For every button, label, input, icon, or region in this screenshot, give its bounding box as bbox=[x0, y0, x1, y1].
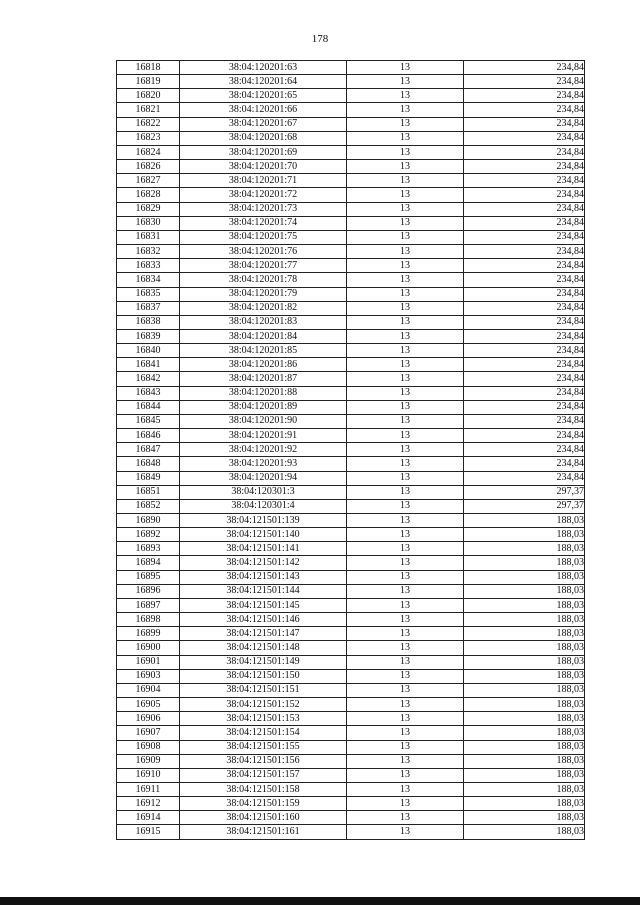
code-cell: 13 bbox=[347, 372, 464, 386]
table-row bbox=[117, 811, 585, 825]
value-cell: 234,84 bbox=[464, 89, 585, 103]
record-number-cell: 16851 bbox=[117, 485, 180, 499]
code-cell: 13 bbox=[347, 315, 464, 329]
record-number-cell: 16840 bbox=[117, 344, 180, 358]
code-cell: 13 bbox=[347, 754, 464, 768]
code-cell: 13 bbox=[347, 329, 464, 343]
value-cell: 234,84 bbox=[464, 188, 585, 202]
table-row bbox=[117, 782, 585, 796]
cadastral-number-cell: 38:04:120201:63 bbox=[180, 61, 347, 75]
code-cell: 13 bbox=[347, 443, 464, 457]
table-row bbox=[117, 598, 585, 612]
record-number-cell: 16818 bbox=[117, 61, 180, 75]
code-cell: 13 bbox=[347, 259, 464, 273]
record-number-cell: 16839 bbox=[117, 329, 180, 343]
code-cell: 13 bbox=[347, 160, 464, 174]
value-cell: 234,84 bbox=[464, 259, 585, 273]
cadastral-number-cell: 38:04:120201:91 bbox=[180, 429, 347, 443]
code-cell: 13 bbox=[347, 825, 464, 839]
record-number-cell: 16830 bbox=[117, 216, 180, 230]
table-row bbox=[117, 627, 585, 641]
record-number-cell: 16901 bbox=[117, 655, 180, 669]
scan-bottom-edge bbox=[0, 897, 640, 905]
cadastral-number-cell: 38:04:120201:68 bbox=[180, 131, 347, 145]
value-cell: 188,03 bbox=[464, 556, 585, 570]
cadastral-number-cell: 38:04:121501:145 bbox=[180, 598, 347, 612]
code-cell: 13 bbox=[347, 103, 464, 117]
value-cell: 234,84 bbox=[464, 344, 585, 358]
code-cell: 13 bbox=[347, 499, 464, 513]
value-cell: 188,03 bbox=[464, 825, 585, 839]
table-row bbox=[117, 514, 585, 528]
table-row bbox=[117, 329, 585, 343]
table-row bbox=[117, 429, 585, 443]
value-cell: 234,84 bbox=[464, 160, 585, 174]
record-number-cell: 16895 bbox=[117, 570, 180, 584]
table-row bbox=[117, 216, 585, 230]
cadastral-number-cell: 38:04:121501:151 bbox=[180, 683, 347, 697]
cadastral-number-cell: 38:04:120201:74 bbox=[180, 216, 347, 230]
table-row bbox=[117, 457, 585, 471]
record-number-cell: 16819 bbox=[117, 75, 180, 89]
table-row bbox=[117, 528, 585, 542]
value-cell: 297,37 bbox=[464, 485, 585, 499]
cadastral-number-cell: 38:04:120201:73 bbox=[180, 202, 347, 216]
value-cell: 234,84 bbox=[464, 329, 585, 343]
record-number-cell: 16847 bbox=[117, 443, 180, 457]
record-number-cell: 16849 bbox=[117, 471, 180, 485]
record-number-cell: 16843 bbox=[117, 386, 180, 400]
table-row bbox=[117, 400, 585, 414]
record-number-cell: 16897 bbox=[117, 598, 180, 612]
record-number-cell: 16910 bbox=[117, 768, 180, 782]
code-cell: 13 bbox=[347, 287, 464, 301]
table-row bbox=[117, 712, 585, 726]
cadastral-number-cell: 38:04:120201:89 bbox=[180, 400, 347, 414]
value-cell: 188,03 bbox=[464, 669, 585, 683]
code-cell: 13 bbox=[347, 514, 464, 528]
cadastral-number-cell: 38:04:120201:84 bbox=[180, 329, 347, 343]
record-number-cell: 16908 bbox=[117, 740, 180, 754]
table-row bbox=[117, 754, 585, 768]
code-cell: 13 bbox=[347, 75, 464, 89]
cadastral-number-cell: 38:04:121501:149 bbox=[180, 655, 347, 669]
cadastral-number-cell: 38:04:120201:87 bbox=[180, 372, 347, 386]
value-cell: 234,84 bbox=[464, 131, 585, 145]
record-number-cell: 16890 bbox=[117, 514, 180, 528]
record-number-cell: 16842 bbox=[117, 372, 180, 386]
record-number-cell: 16900 bbox=[117, 641, 180, 655]
cadastral-number-cell: 38:04:120201:78 bbox=[180, 273, 347, 287]
code-cell: 13 bbox=[347, 301, 464, 315]
cadastral-number-cell: 38:04:120201:70 bbox=[180, 160, 347, 174]
code-cell: 13 bbox=[347, 627, 464, 641]
code-cell: 13 bbox=[347, 145, 464, 159]
table-row bbox=[117, 358, 585, 372]
record-number-cell: 16907 bbox=[117, 726, 180, 740]
value-cell: 188,03 bbox=[464, 797, 585, 811]
value-cell: 234,84 bbox=[464, 372, 585, 386]
table-row bbox=[117, 386, 585, 400]
record-number-cell: 16834 bbox=[117, 273, 180, 287]
value-cell: 188,03 bbox=[464, 683, 585, 697]
value-cell: 188,03 bbox=[464, 811, 585, 825]
value-cell: 234,84 bbox=[464, 287, 585, 301]
record-number-cell: 16898 bbox=[117, 613, 180, 627]
cadastral-number-cell: 38:04:120201:85 bbox=[180, 344, 347, 358]
cadastral-number-cell: 38:04:121501:160 bbox=[180, 811, 347, 825]
value-cell: 234,84 bbox=[464, 145, 585, 159]
value-cell: 234,84 bbox=[464, 202, 585, 216]
code-cell: 13 bbox=[347, 683, 464, 697]
code-cell: 13 bbox=[347, 216, 464, 230]
code-cell: 13 bbox=[347, 202, 464, 216]
cadastral-number-cell: 38:04:120301:3 bbox=[180, 485, 347, 499]
table-row bbox=[117, 188, 585, 202]
table-row bbox=[117, 131, 585, 145]
code-cell: 13 bbox=[347, 400, 464, 414]
cadastral-number-cell: 38:04:121501:143 bbox=[180, 570, 347, 584]
table-row bbox=[117, 641, 585, 655]
record-number-cell: 16914 bbox=[117, 811, 180, 825]
code-cell: 13 bbox=[347, 414, 464, 428]
record-number-cell: 16896 bbox=[117, 584, 180, 598]
cadastral-number-cell: 38:04:121501:155 bbox=[180, 740, 347, 754]
code-cell: 13 bbox=[347, 273, 464, 287]
record-number-cell: 16822 bbox=[117, 117, 180, 131]
record-number-cell: 16824 bbox=[117, 145, 180, 159]
table-row bbox=[117, 259, 585, 273]
record-number-cell: 16835 bbox=[117, 287, 180, 301]
value-cell: 234,84 bbox=[464, 301, 585, 315]
code-cell: 13 bbox=[347, 174, 464, 188]
cadastral-number-cell: 38:04:120201:69 bbox=[180, 145, 347, 159]
code-cell: 13 bbox=[347, 89, 464, 103]
table-row bbox=[117, 75, 585, 89]
code-cell: 13 bbox=[347, 457, 464, 471]
code-cell: 13 bbox=[347, 641, 464, 655]
cadastral-number-cell: 38:04:120201:64 bbox=[180, 75, 347, 89]
code-cell: 13 bbox=[347, 117, 464, 131]
table-row bbox=[117, 61, 585, 75]
record-number-cell: 16904 bbox=[117, 683, 180, 697]
value-cell: 234,84 bbox=[464, 103, 585, 117]
table-row bbox=[117, 117, 585, 131]
table-row bbox=[117, 344, 585, 358]
code-cell: 13 bbox=[347, 542, 464, 556]
table-row bbox=[117, 669, 585, 683]
code-cell: 13 bbox=[347, 811, 464, 825]
code-cell: 13 bbox=[347, 344, 464, 358]
record-number-cell: 16821 bbox=[117, 103, 180, 117]
record-number-cell: 16828 bbox=[117, 188, 180, 202]
value-cell: 188,03 bbox=[464, 598, 585, 612]
table-row bbox=[117, 556, 585, 570]
cadastral-number-cell: 38:04:121501:156 bbox=[180, 754, 347, 768]
record-number-cell: 16833 bbox=[117, 259, 180, 273]
cadastral-number-cell: 38:04:121501:157 bbox=[180, 768, 347, 782]
code-cell: 13 bbox=[347, 528, 464, 542]
code-cell: 13 bbox=[347, 245, 464, 259]
table-row bbox=[117, 683, 585, 697]
table-row bbox=[117, 825, 585, 839]
value-cell: 234,84 bbox=[464, 174, 585, 188]
value-cell: 234,84 bbox=[464, 315, 585, 329]
cadastral-number-cell: 38:04:120201:82 bbox=[180, 301, 347, 315]
record-number-cell: 16911 bbox=[117, 782, 180, 796]
table-row bbox=[117, 372, 585, 386]
value-cell: 234,84 bbox=[464, 443, 585, 457]
record-number-cell: 16909 bbox=[117, 754, 180, 768]
cadastral-number-cell: 38:04:120201:71 bbox=[180, 174, 347, 188]
value-cell: 188,03 bbox=[464, 613, 585, 627]
cadastral-number-cell: 38:04:121501:141 bbox=[180, 542, 347, 556]
record-number-cell: 16892 bbox=[117, 528, 180, 542]
value-cell: 234,84 bbox=[464, 245, 585, 259]
record-number-cell: 16844 bbox=[117, 400, 180, 414]
cadastral-number-cell: 38:04:121501:148 bbox=[180, 641, 347, 655]
cadastral-number-cell: 38:04:120201:79 bbox=[180, 287, 347, 301]
table-row bbox=[117, 570, 585, 584]
cadastral-number-cell: 38:04:121501:153 bbox=[180, 712, 347, 726]
value-cell: 234,84 bbox=[464, 61, 585, 75]
record-number-cell: 16841 bbox=[117, 358, 180, 372]
value-cell: 234,84 bbox=[464, 358, 585, 372]
table-row bbox=[117, 613, 585, 627]
cadastral-number-cell: 38:04:120201:94 bbox=[180, 471, 347, 485]
value-cell: 188,03 bbox=[464, 641, 585, 655]
record-number-cell: 16903 bbox=[117, 669, 180, 683]
value-cell: 188,03 bbox=[464, 712, 585, 726]
table-row bbox=[117, 287, 585, 301]
cadastral-number-cell: 38:04:121501:158 bbox=[180, 782, 347, 796]
cadastral-number-cell: 38:04:121501:161 bbox=[180, 825, 347, 839]
record-number-cell: 16845 bbox=[117, 414, 180, 428]
record-number-cell: 16838 bbox=[117, 315, 180, 329]
value-cell: 234,84 bbox=[464, 117, 585, 131]
table-row bbox=[117, 174, 585, 188]
code-cell: 13 bbox=[347, 726, 464, 740]
code-cell: 13 bbox=[347, 230, 464, 244]
code-cell: 13 bbox=[347, 471, 464, 485]
value-cell: 234,84 bbox=[464, 414, 585, 428]
cadastral-number-cell: 38:04:120201:88 bbox=[180, 386, 347, 400]
code-cell: 13 bbox=[347, 768, 464, 782]
value-cell: 188,03 bbox=[464, 528, 585, 542]
code-cell: 13 bbox=[347, 131, 464, 145]
cadastral-number-cell: 38:04:121501:146 bbox=[180, 613, 347, 627]
value-cell: 234,84 bbox=[464, 386, 585, 400]
record-number-cell: 16820 bbox=[117, 89, 180, 103]
cadastral-number-cell: 38:04:120201:90 bbox=[180, 414, 347, 428]
code-cell: 13 bbox=[347, 584, 464, 598]
cadastral-number-cell: 38:04:120201:76 bbox=[180, 245, 347, 259]
record-number-cell: 16827 bbox=[117, 174, 180, 188]
value-cell: 188,03 bbox=[464, 514, 585, 528]
cadastral-table bbox=[116, 60, 585, 840]
value-cell: 188,03 bbox=[464, 627, 585, 641]
record-number-cell: 16906 bbox=[117, 712, 180, 726]
table-row bbox=[117, 542, 585, 556]
cadastral-number-cell: 38:04:121501:147 bbox=[180, 627, 347, 641]
value-cell: 188,03 bbox=[464, 754, 585, 768]
code-cell: 13 bbox=[347, 655, 464, 669]
table-row bbox=[117, 655, 585, 669]
table-row bbox=[117, 726, 585, 740]
record-number-cell: 16826 bbox=[117, 160, 180, 174]
code-cell: 13 bbox=[347, 598, 464, 612]
code-cell: 13 bbox=[347, 386, 464, 400]
value-cell: 234,84 bbox=[464, 230, 585, 244]
cadastral-number-cell: 38:04:121501:159 bbox=[180, 797, 347, 811]
cadastral-number-cell: 38:04:120201:92 bbox=[180, 443, 347, 457]
code-cell: 13 bbox=[347, 740, 464, 754]
record-number-cell: 16893 bbox=[117, 542, 180, 556]
table-row bbox=[117, 740, 585, 754]
cadastral-number-cell: 38:04:121501:139 bbox=[180, 514, 347, 528]
cadastral-number-cell: 38:04:120201:75 bbox=[180, 230, 347, 244]
record-number-cell: 16832 bbox=[117, 245, 180, 259]
cadastral-number-cell: 38:04:120201:65 bbox=[180, 89, 347, 103]
record-number-cell: 16894 bbox=[117, 556, 180, 570]
cadastral-number-cell: 38:04:121501:140 bbox=[180, 528, 347, 542]
cadastral-number-cell: 38:04:120201:67 bbox=[180, 117, 347, 131]
value-cell: 297,37 bbox=[464, 499, 585, 513]
value-cell: 188,03 bbox=[464, 570, 585, 584]
table-row bbox=[117, 160, 585, 174]
cadastral-number-cell: 38:04:120301:4 bbox=[180, 499, 347, 513]
cadastral-number-cell: 38:04:120201:66 bbox=[180, 103, 347, 117]
value-cell: 234,84 bbox=[464, 216, 585, 230]
table-row bbox=[117, 698, 585, 712]
table-row bbox=[117, 245, 585, 259]
table-row bbox=[117, 443, 585, 457]
table-body bbox=[117, 61, 585, 840]
table-row bbox=[117, 584, 585, 598]
code-cell: 13 bbox=[347, 698, 464, 712]
code-cell: 13 bbox=[347, 797, 464, 811]
cadastral-number-cell: 38:04:121501:144 bbox=[180, 584, 347, 598]
code-cell: 13 bbox=[347, 712, 464, 726]
record-number-cell: 16837 bbox=[117, 301, 180, 315]
value-cell: 188,03 bbox=[464, 740, 585, 754]
cadastral-number-cell: 38:04:121501:142 bbox=[180, 556, 347, 570]
value-cell: 188,03 bbox=[464, 782, 585, 796]
value-cell: 188,03 bbox=[464, 726, 585, 740]
cadastral-number-cell: 38:04:120201:86 bbox=[180, 358, 347, 372]
value-cell: 234,84 bbox=[464, 400, 585, 414]
value-cell: 234,84 bbox=[464, 429, 585, 443]
cadastral-number-cell: 38:04:120201:93 bbox=[180, 457, 347, 471]
record-number-cell: 16915 bbox=[117, 825, 180, 839]
code-cell: 13 bbox=[347, 669, 464, 683]
record-number-cell: 16852 bbox=[117, 499, 180, 513]
record-number-cell: 16899 bbox=[117, 627, 180, 641]
table-row bbox=[117, 471, 585, 485]
code-cell: 13 bbox=[347, 556, 464, 570]
table-row bbox=[117, 273, 585, 287]
code-cell: 13 bbox=[347, 782, 464, 796]
value-cell: 188,03 bbox=[464, 698, 585, 712]
code-cell: 13 bbox=[347, 570, 464, 584]
table-row bbox=[117, 414, 585, 428]
code-cell: 13 bbox=[347, 613, 464, 627]
table-row bbox=[117, 797, 585, 811]
value-cell: 234,84 bbox=[464, 471, 585, 485]
record-number-cell: 16912 bbox=[117, 797, 180, 811]
code-cell: 13 bbox=[347, 188, 464, 202]
value-cell: 188,03 bbox=[464, 768, 585, 782]
table-row bbox=[117, 301, 585, 315]
table-row bbox=[117, 315, 585, 329]
table-row bbox=[117, 768, 585, 782]
record-number-cell: 16848 bbox=[117, 457, 180, 471]
table-row bbox=[117, 89, 585, 103]
cadastral-number-cell: 38:04:121501:152 bbox=[180, 698, 347, 712]
table-row bbox=[117, 230, 585, 244]
record-number-cell: 16829 bbox=[117, 202, 180, 216]
code-cell: 13 bbox=[347, 61, 464, 75]
record-number-cell: 16846 bbox=[117, 429, 180, 443]
value-cell: 234,84 bbox=[464, 273, 585, 287]
code-cell: 13 bbox=[347, 485, 464, 499]
table-row bbox=[117, 145, 585, 159]
cadastral-number-cell: 38:04:121501:150 bbox=[180, 669, 347, 683]
record-number-cell: 16905 bbox=[117, 698, 180, 712]
table-row bbox=[117, 499, 585, 513]
table-row bbox=[117, 103, 585, 117]
value-cell: 234,84 bbox=[464, 75, 585, 89]
cadastral-number-cell: 38:04:120201:72 bbox=[180, 188, 347, 202]
value-cell: 188,03 bbox=[464, 655, 585, 669]
table-row bbox=[117, 485, 585, 499]
table-row bbox=[117, 202, 585, 216]
value-cell: 188,03 bbox=[464, 542, 585, 556]
record-number-cell: 16823 bbox=[117, 131, 180, 145]
value-cell: 234,84 bbox=[464, 457, 585, 471]
record-number-cell: 16831 bbox=[117, 230, 180, 244]
cadastral-number-cell: 38:04:121501:154 bbox=[180, 726, 347, 740]
cadastral-number-cell: 38:04:120201:77 bbox=[180, 259, 347, 273]
code-cell: 13 bbox=[347, 358, 464, 372]
value-cell: 188,03 bbox=[464, 584, 585, 598]
cadastral-number-cell: 38:04:120201:83 bbox=[180, 315, 347, 329]
code-cell: 13 bbox=[347, 429, 464, 443]
page-number: 178 bbox=[311, 33, 329, 45]
